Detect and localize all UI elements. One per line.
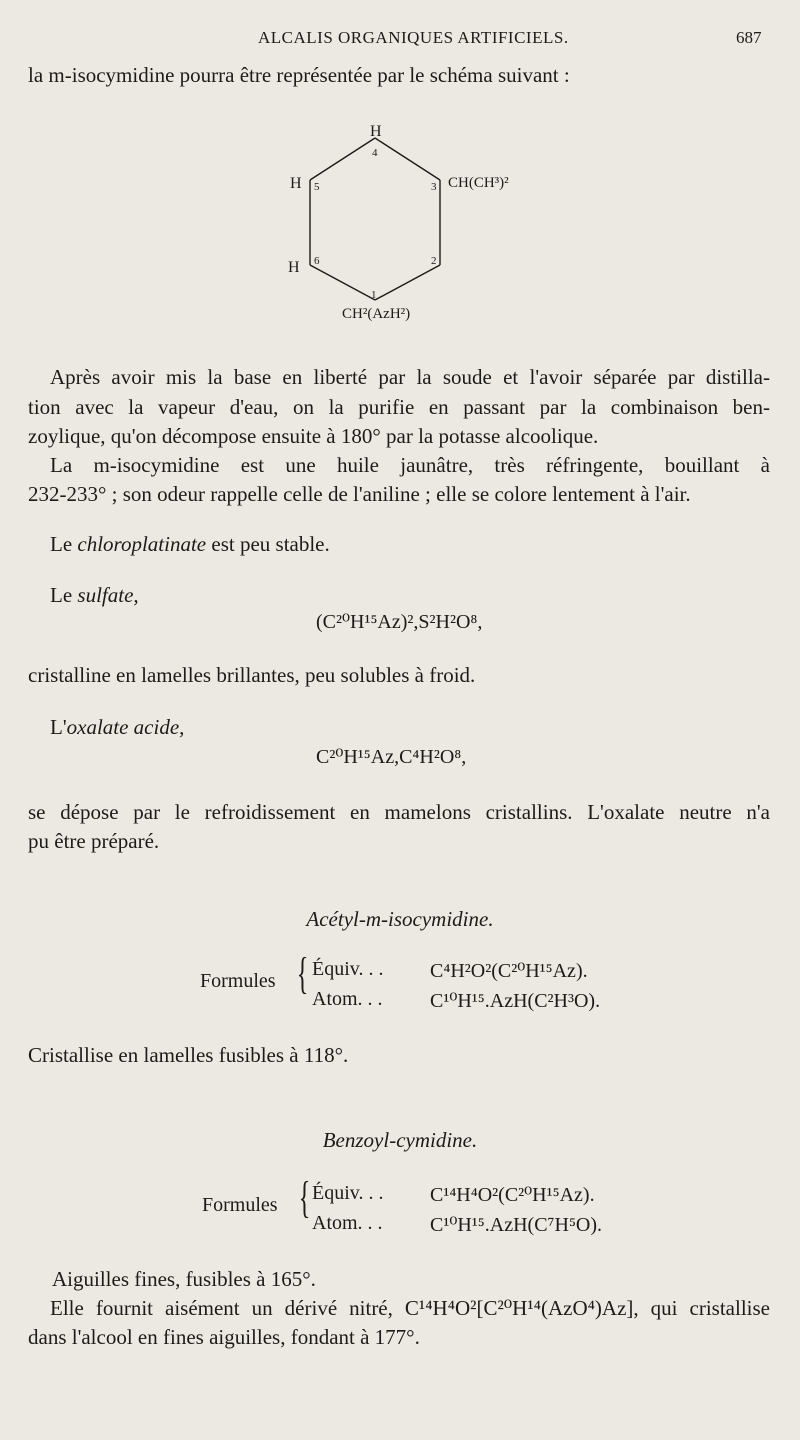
position-6: 6 — [314, 255, 320, 267]
benzoyl-equiv-formula: C¹⁴H⁴O²(C²⁰H¹⁵Az). — [430, 1184, 595, 1206]
atom-left-lower-h: H — [288, 259, 300, 276]
benzoyl-atom-formula: C¹⁰H¹⁵.AzH(C⁷H⁵O). — [430, 1214, 603, 1236]
substituent-aminomethyl: CH²(AzH²) — [342, 306, 411, 322]
acetyl-title: Acétyl-m-isocymidine. — [306, 907, 494, 931]
sulfate-description: cristalline en lamelles brillantes, peu solubles à froid. — [28, 663, 476, 687]
running-head: ALCALIS ORGANIQUES ARTIFICIELS. — [258, 28, 569, 47]
acetyl-atom-formula: C¹⁰H¹⁵.AzH(C²H³O). — [430, 990, 601, 1012]
sulfate-term: sulfate, — [77, 583, 139, 607]
page-number: 687 — [736, 28, 762, 47]
benzoyl-note: Aiguilles fines, fusibles à 165°. — [52, 1267, 316, 1291]
oxalate-line2: pu être préparé. — [28, 829, 160, 853]
chloroplatinate-prefix: Le — [50, 532, 78, 556]
benzene-ring — [310, 138, 440, 300]
benzoyl-atom-label: Atom. . . — [312, 1212, 383, 1234]
acetyl-brace: { — [296, 949, 309, 998]
position-1: 1 — [371, 289, 377, 301]
oxalate-line1: se dépose par le refroidissement en mamelons cristallins. L'oxalate neutre n'a — [28, 800, 770, 824]
acetyl-equiv-label: Équiv. . . — [312, 958, 384, 980]
acetyl-note: Cristallise en lamelles fusibles à 118°. — [28, 1043, 349, 1067]
benzoyl-para-line2: dans l'alcool en fines aiguilles, fondant à 177°. — [28, 1325, 420, 1349]
benzoyl-formules-label: Formules — [202, 1194, 278, 1216]
chloroplatinate-term: chloroplatinate — [77, 532, 207, 556]
position-3: 3 — [431, 181, 437, 193]
substituent-isopropyl: CH(CH³)² — [448, 175, 509, 191]
chloroplatinate-suffix: est peu stable. — [206, 532, 330, 556]
isocymidine-structure-diagram — [270, 120, 550, 330]
position-2: 2 — [431, 255, 437, 267]
oxalate-prefix: L' — [50, 715, 67, 739]
benzoyl-para-line1: Elle fournit aisément un dérivé nitré, C¹⁴H⁴O²[C²⁰H¹⁴(AzO⁴)Az], qui cristallise — [50, 1296, 770, 1320]
oxalate-term: oxalate acide, — [66, 715, 185, 739]
atom-left-upper-h: H — [290, 175, 302, 192]
acetyl-equiv-formula: C⁴H²O²(C²⁰H¹⁵Az). — [430, 960, 588, 982]
acetyl-atom-label: Atom. . . — [312, 988, 383, 1010]
para1-line3: zoylique, qu'on décompose ensuite à 180° par la potasse alcoolique. — [28, 424, 599, 448]
para2-line2: 232-233° ; son odeur rappelle celle de l'aniline ; elle se colore lentement à l'air. — [28, 482, 691, 506]
acetyl-formules-label: Formules — [200, 970, 276, 992]
sulfate-heading — [50, 580, 139, 610]
sulfate-prefix: Le — [50, 583, 78, 607]
atom-top-h: H — [370, 123, 382, 140]
benzoyl-brace: { — [298, 1173, 311, 1222]
benzoyl-equiv-label: Équiv. . . — [312, 1182, 384, 1204]
para2-line1: La m-isocymidine est une huile jaunâtre, très réfringente, bouillant à — [50, 453, 770, 477]
sulfate-formula: (C²⁰H¹⁵Az)²,S²H²O⁸, — [316, 611, 483, 633]
position-4: 4 — [372, 147, 378, 159]
chloroplatinate-line — [50, 529, 330, 559]
para1-line1: Après avoir mis la base en liberté par la soude et l'avoir séparée par distilla- — [50, 365, 770, 389]
intro-line: la m-isocymidine pourra être représentée par le schéma suivant : — [28, 63, 570, 87]
para1-line2: tion avec la vapeur d'eau, on la purifie en passant par la combinaison ben- — [28, 395, 770, 419]
position-5: 5 — [314, 181, 320, 193]
benzoyl-title: Benzoyl-cymidine. — [322, 1128, 478, 1152]
oxalate-heading — [50, 712, 184, 742]
oxalate-formula: C²⁰H¹⁵Az,C⁴H²O⁸, — [316, 746, 467, 768]
